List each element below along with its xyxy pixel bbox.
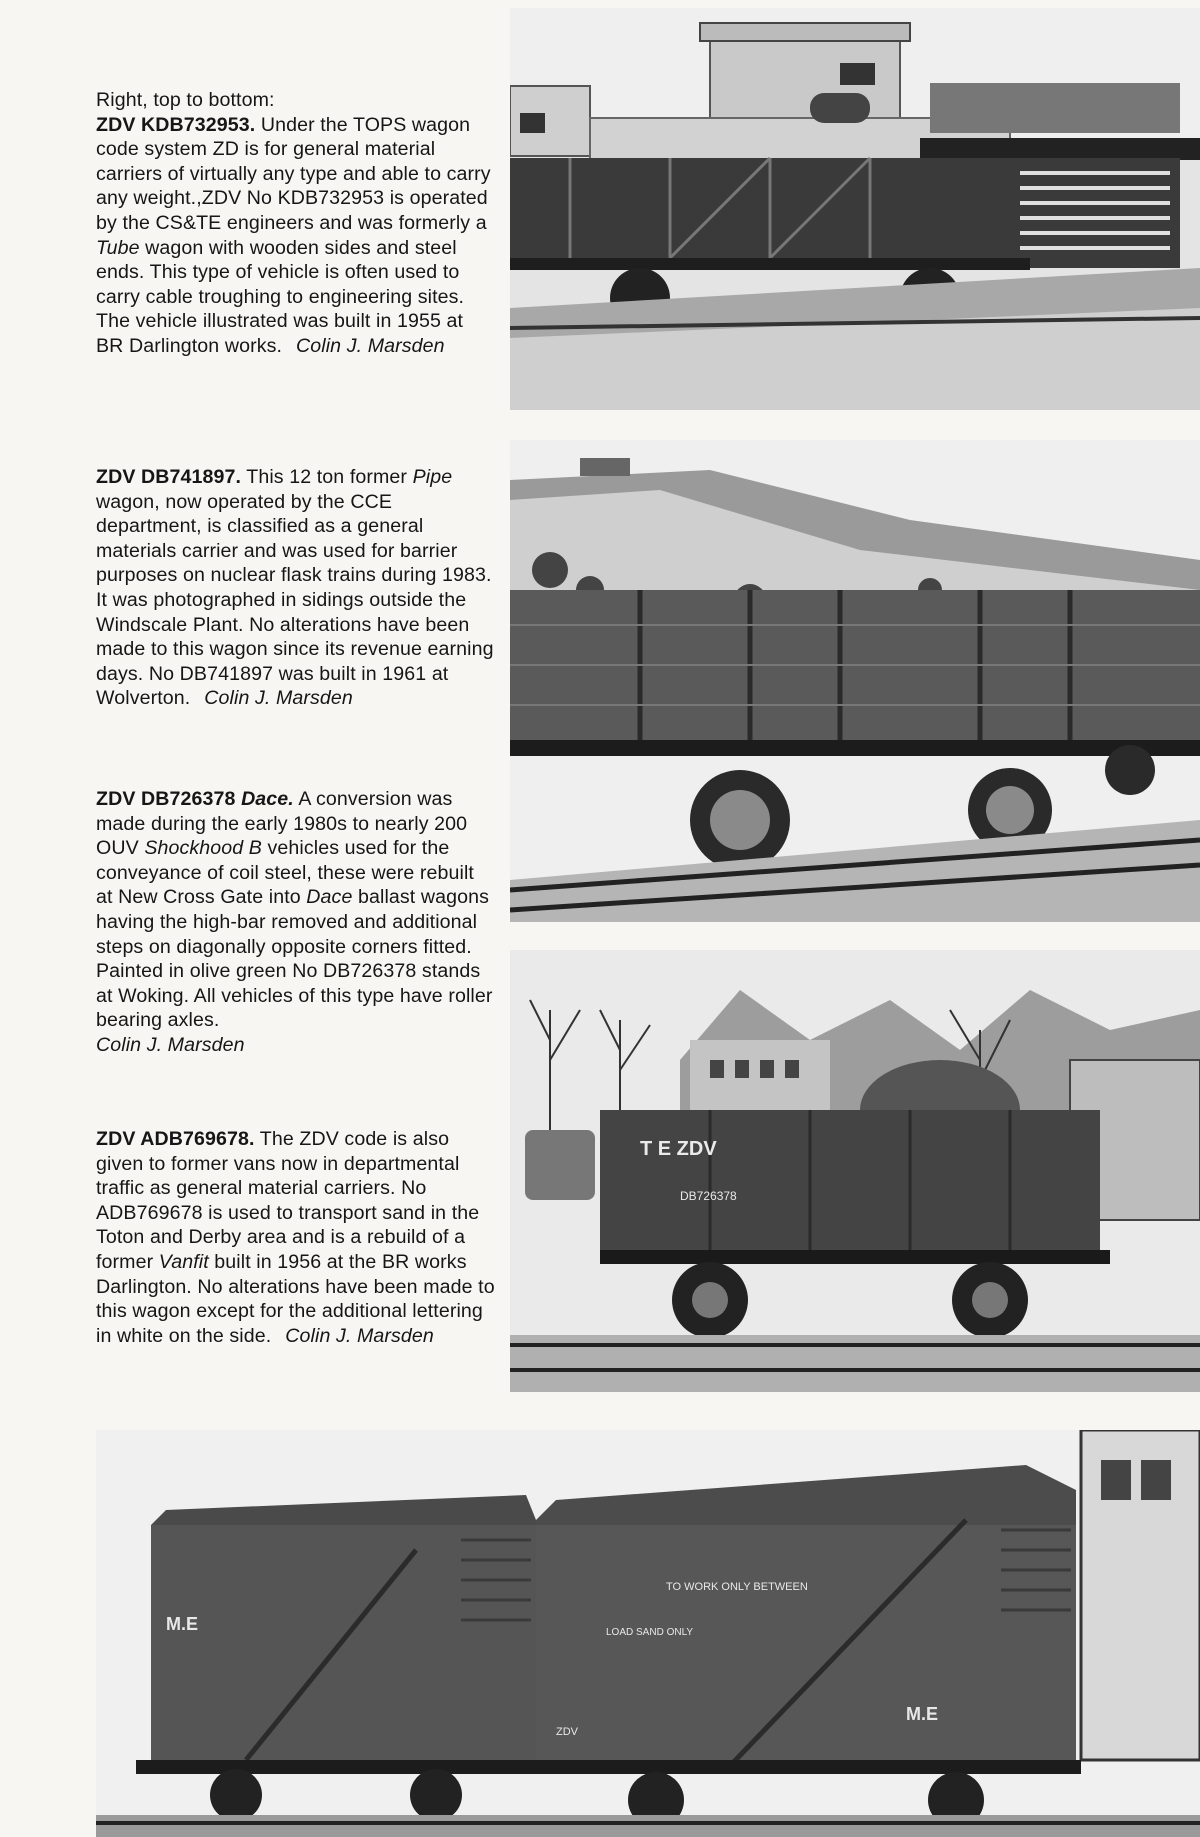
photo-pipe-wagon-image (510, 440, 1200, 922)
caption-text: wagon with wooden sides and steel ends. This type of vehicle is often used to carry cable troughing to engineering sites. The vehicle illustrated was built in 1955 at BR Darlington works. (96, 236, 465, 357)
caption-italic: Dace (306, 886, 353, 909)
left-van-mark: M.E (166, 1614, 199, 1634)
dace-number-lettering: DB726378 (680, 1189, 737, 1203)
caption-code: ZDV KDB732953. (96, 113, 256, 136)
caption-text: Under the TOPS wagon code system ZD is for general material carriers of virtually any type and able to carry any weight.,ZDV No KDB732953 is operated by the CS&TE engineers and was formerly a (96, 113, 491, 234)
photo-credit: Colin J. Marsden (96, 1033, 245, 1056)
dace-side-lettering: T E ZDV (640, 1138, 717, 1160)
photo-dace-wagon (510, 950, 1200, 1392)
photo-credit: Colin J. Marsden (285, 1324, 434, 1347)
caption-italic: Vanfit (158, 1250, 209, 1273)
photo-vanfit-vans (96, 1430, 1200, 1837)
photo-tube-wagon-image (510, 8, 1200, 410)
photo-pipe-wagon (510, 440, 1200, 922)
caption-code: ZDV DB726378 (96, 788, 242, 810)
photo-credit: Colin J. Marsden (204, 687, 353, 710)
caption-code: ZDV ADB769678. (96, 1128, 255, 1150)
caption-kdb732953 (96, 88, 496, 359)
van-load-lettering: LOAD SAND ONLY (606, 1627, 694, 1638)
caption-text: built in 1956 at the BR works Darlington. No alterations have been made to this wagon except for the additional lettering in white on the side. (96, 1250, 495, 1347)
caption-italic: Shockhood B (144, 837, 262, 860)
right-van-mark: M.E (906, 1704, 939, 1724)
caption-intro: Right, top to bottom: (96, 89, 275, 111)
caption-text: ballast wagons having the high-bar removed and additional steps on diagonally opposite corners fitted. Painted in olive green No DB726378 stands at Woking. All vehicles of this type have roller bearing axles. (96, 886, 493, 1032)
caption-italic: Tube (96, 236, 140, 259)
van-instructions-lettering: TO WORK ONLY BETWEEN (666, 1581, 808, 1593)
photo-dace-wagon-image (510, 950, 1200, 1392)
caption-text: This 12 ton former (241, 466, 413, 488)
photo-vanfit-vans-image (96, 1430, 1200, 1837)
caption-code: ZDV DB741897. (96, 466, 242, 488)
caption-code-italic: Dace. (241, 788, 294, 810)
photo-credit: Colin J. Marsden (296, 334, 445, 357)
caption-text: wagon, now operated by the CCE department, is classified as a general materials carrier and was used for barrier purposes on nuclear flask trains during 1983. It was photographed in sidings outside the Windscale Plant. No alterations have been made to this wagon since its revenue earning days. No DB741897 was built in 1961 at Wolverton. (96, 490, 494, 710)
van-zdv-lettering: ZDV (556, 1726, 578, 1738)
caption-text: The ZDV code is also given to former vans now in departmental traffic as general material carriers. No ADB769678 is used to transport sand in the Toton and Derby area and is a rebuild of a former (96, 1128, 480, 1273)
photo-tube-wagon (510, 8, 1200, 410)
caption-text: A conversion was made during the early 1980s to nearly 200 OUV (96, 788, 468, 860)
caption-db726378 (96, 787, 496, 1058)
caption-italic: Pipe (412, 466, 453, 488)
caption-db741897 (96, 465, 496, 711)
caption-text: vehicles used for the conveyance of coil steel, these were rebuilt at New Cross Gate into (96, 837, 474, 909)
caption-adb769678 (96, 1127, 496, 1348)
